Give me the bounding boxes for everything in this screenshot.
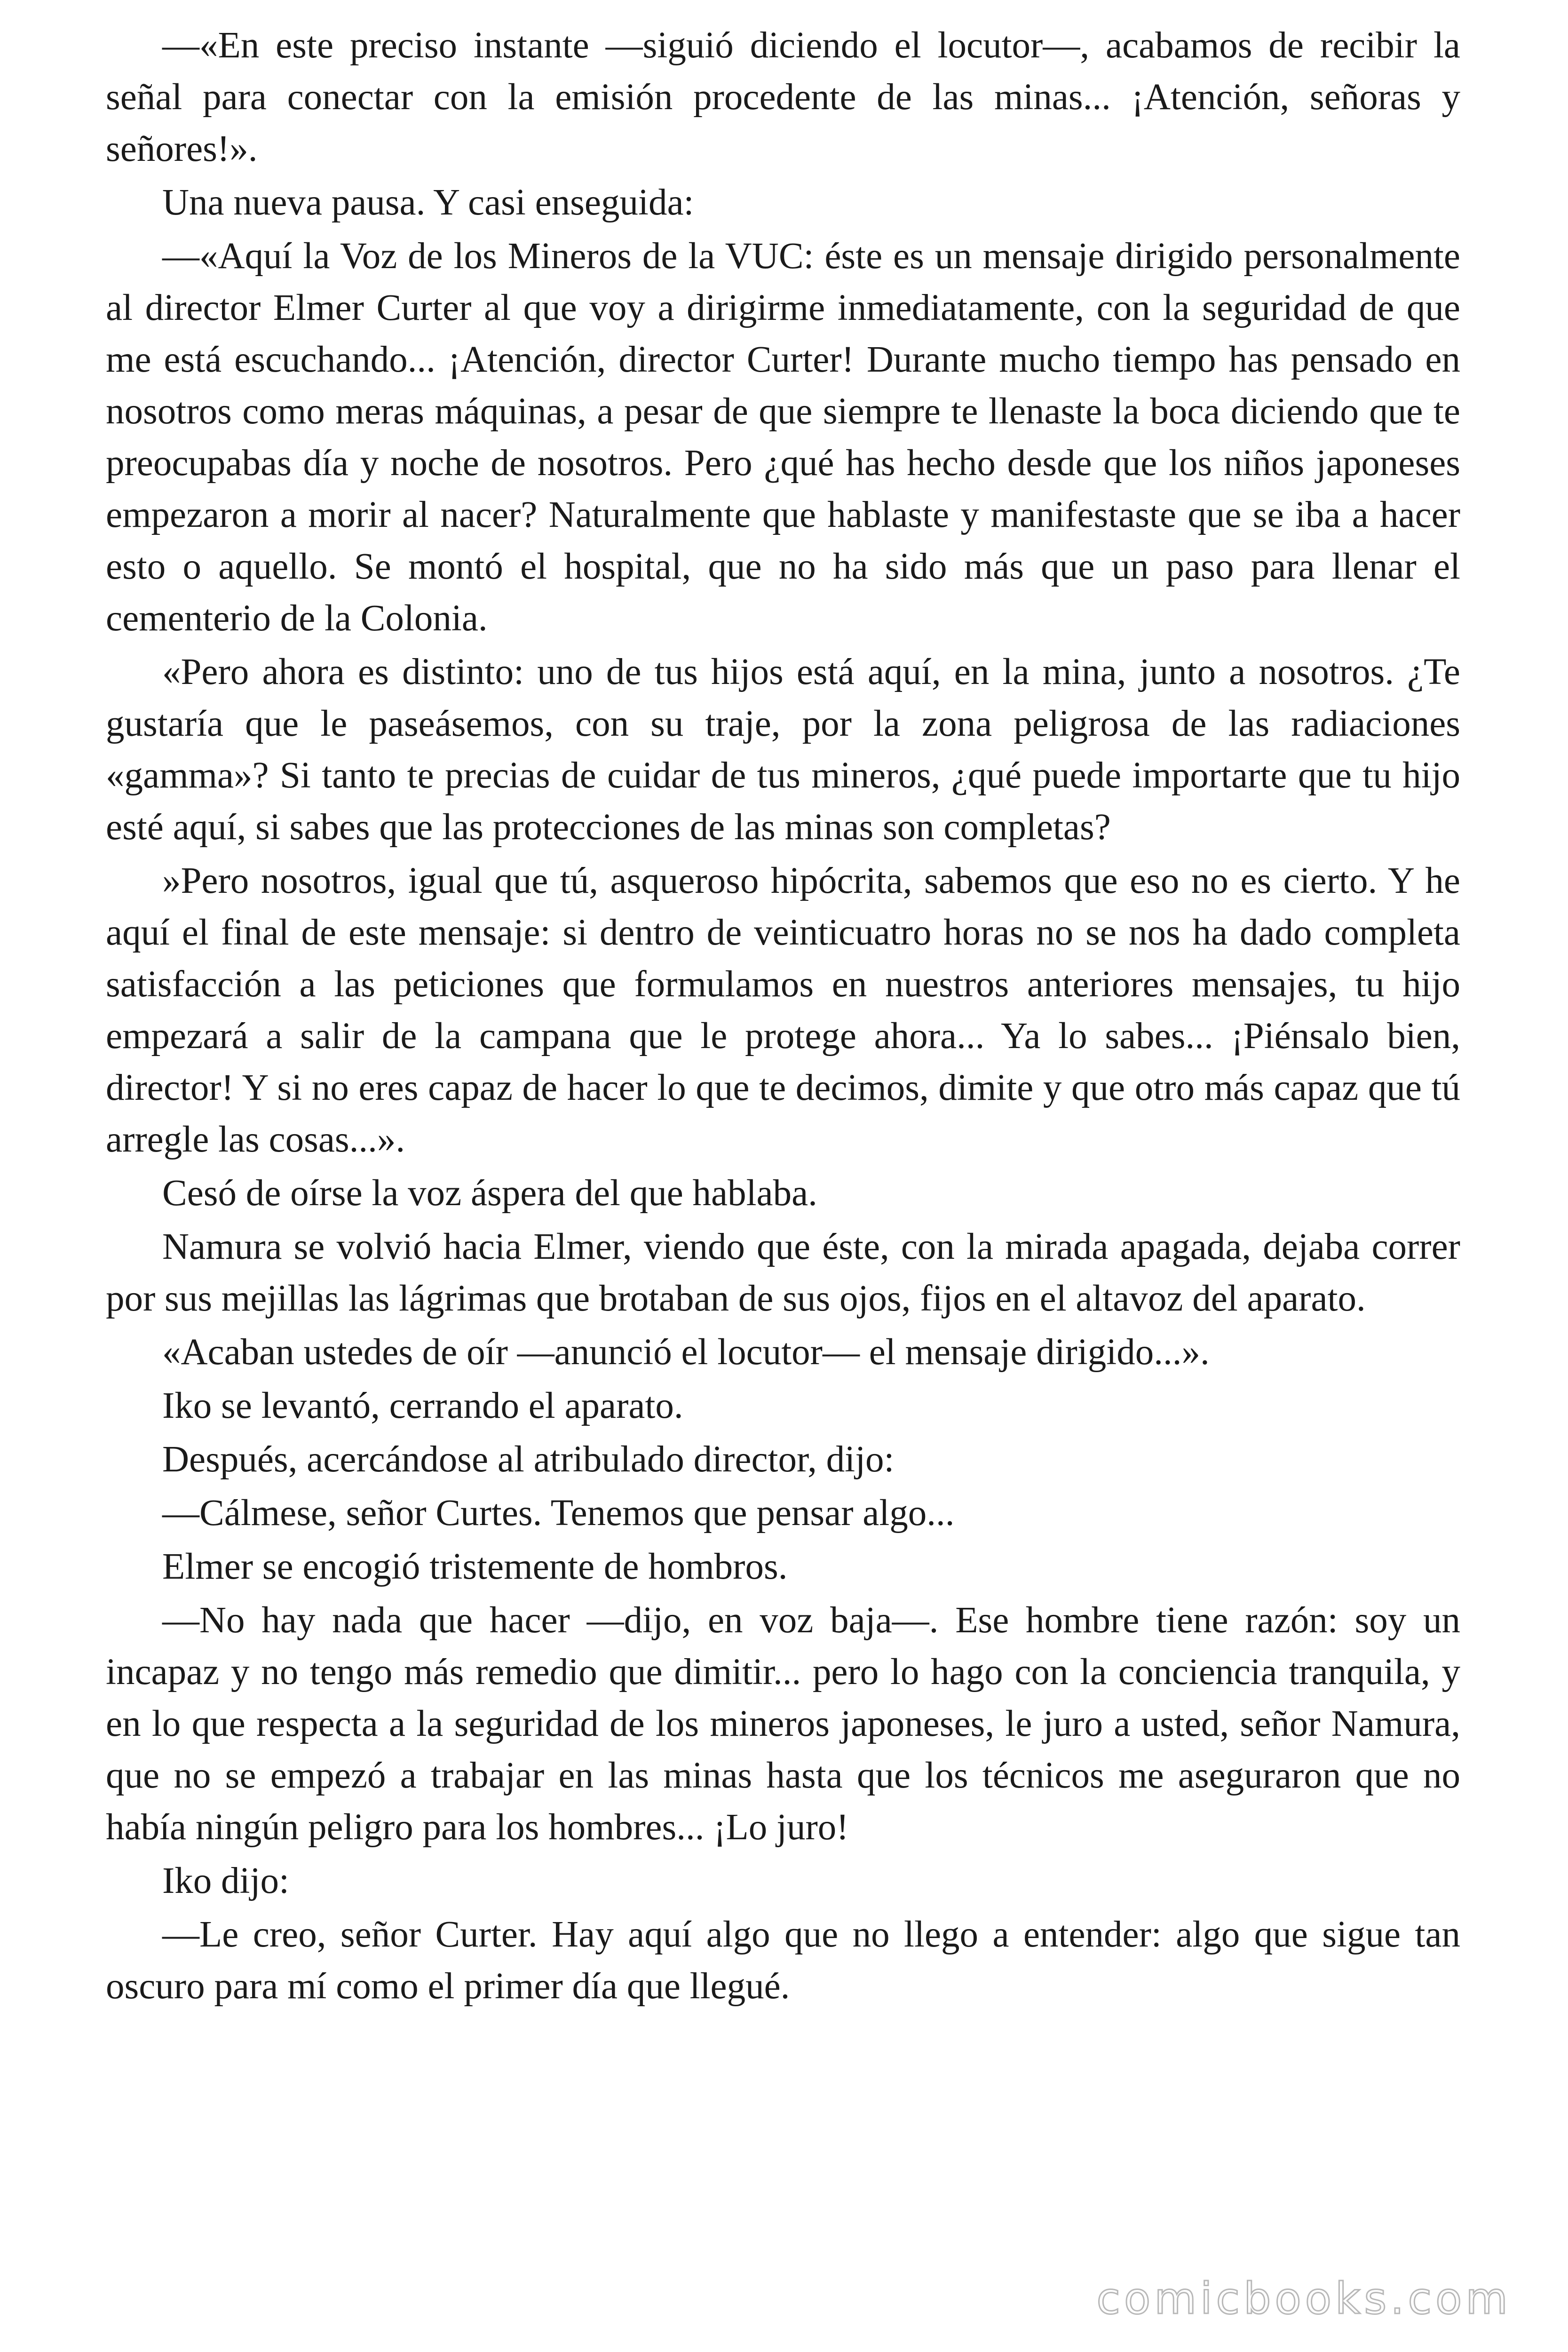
paragraph: Cesó de oírse la voz áspera del que hablaba. [162, 1173, 817, 1214]
paragraph: Iko dijo: [162, 1860, 289, 1901]
paragraph: »Pero nosotros, igual que tú, asqueroso hipócrita, sabemos que eso no es cierto. Y he aquí el final de este mensaje: si dentro de veinticuatro horas no se nos ha dado completa satisfacción a las peticiones que formulamos en nuestros anteriores mensajes, tu hijo empezará a salir de la campana que le protege ahora... Ya lo sabes... ¡Piénsalo bien, director! Y si no eres capaz de hacer lo que te decimos, dimite y que otro más capaz que tú arregle las cosas...». [106, 860, 1460, 1160]
paragraph: —No hay nada que hacer —dijo, en voz baja—. Ese hombre tiene razón: soy un incapaz y no tengo más remedio que dimitir... pero lo hago con la conciencia tranquila, y en lo que respecta a la seguridad de los mineros japoneses, le juro a usted, señor Namura, que no se empezó a trabajar en las minas hasta que los técnicos me aseguraron que no había ningún peligro para los hombres... ¡Lo juro! [106, 1600, 1460, 1848]
paragraph: Después, acercándose al atribulado director, dijo: [162, 1439, 895, 1480]
paragraph: Iko se levantó, cerrando el aparato. [162, 1385, 683, 1426]
paragraph: Namura se volvió hacia Elmer, viendo que éste, con la mirada apagada, dejaba correr por sus mejillas las lágrimas que brotaban de sus ojos, fijos en el altavoz del aparato. [106, 1226, 1460, 1319]
paragraph: Elmer se encogió tristemente de hombros. [162, 1546, 788, 1587]
book-page [106, 20, 1460, 2287]
paragraph: —Le creo, señor Curter. Hay aquí algo que no llego a entender: algo que sigue tan oscuro para mí como el primer día que llegué. [106, 1914, 1460, 2007]
paragraph: —«Aquí la Voz de los Mineros de la VUC: éste es un mensaje dirigido personalmente al director Elmer Curter al que voy a dirigirme inmediatamente, con la seguridad de que me está escuchando... ¡Atención, director Curter! Durante mucho tiempo has pensado en nosotros como meras máquinas, a pesar de que siempre te llenaste la boca diciendo que te preocupabas día y noche de nosotros. Pero ¿qué has hecho desde que los niños japoneses empezaron a morir al nacer? Naturalmente que hablaste y manifestaste que se iba a hacer esto o aquello. Se montó el hospital, que no ha sido más que un paso para llenar el cementerio de la Colonia. [106, 236, 1460, 639]
watermark: comicbooks.com [1096, 2273, 1512, 2324]
paragraph: —Cálmese, señor Curtes. Tenemos que pensar algo... [162, 1493, 955, 1534]
paragraph: «Pero ahora es distinto: uno de tus hijos está aquí, en la mina, junto a nosotros. ¿Te gustaría que le paseásemos, con su traje, por la zona peligrosa de las radiaciones «gamma»? Si tanto te precias de cuidar de tus mineros, ¿qué puede importarte que tu hijo esté aquí, si sabes que las protecciones de las minas son completas? [106, 652, 1460, 848]
paragraph: —«En este preciso instante —siguió diciendo el locutor—, acabamos de recibir la señal para conectar con la emisión procedente de las minas... ¡Atención, señoras y señores!». [106, 25, 1460, 169]
paragraph: «Acaban ustedes de oír —anunció el locutor— el mensaje dirigido...». [162, 1332, 1210, 1373]
paragraph: Una nueva pausa. Y casi enseguida: [162, 182, 694, 223]
